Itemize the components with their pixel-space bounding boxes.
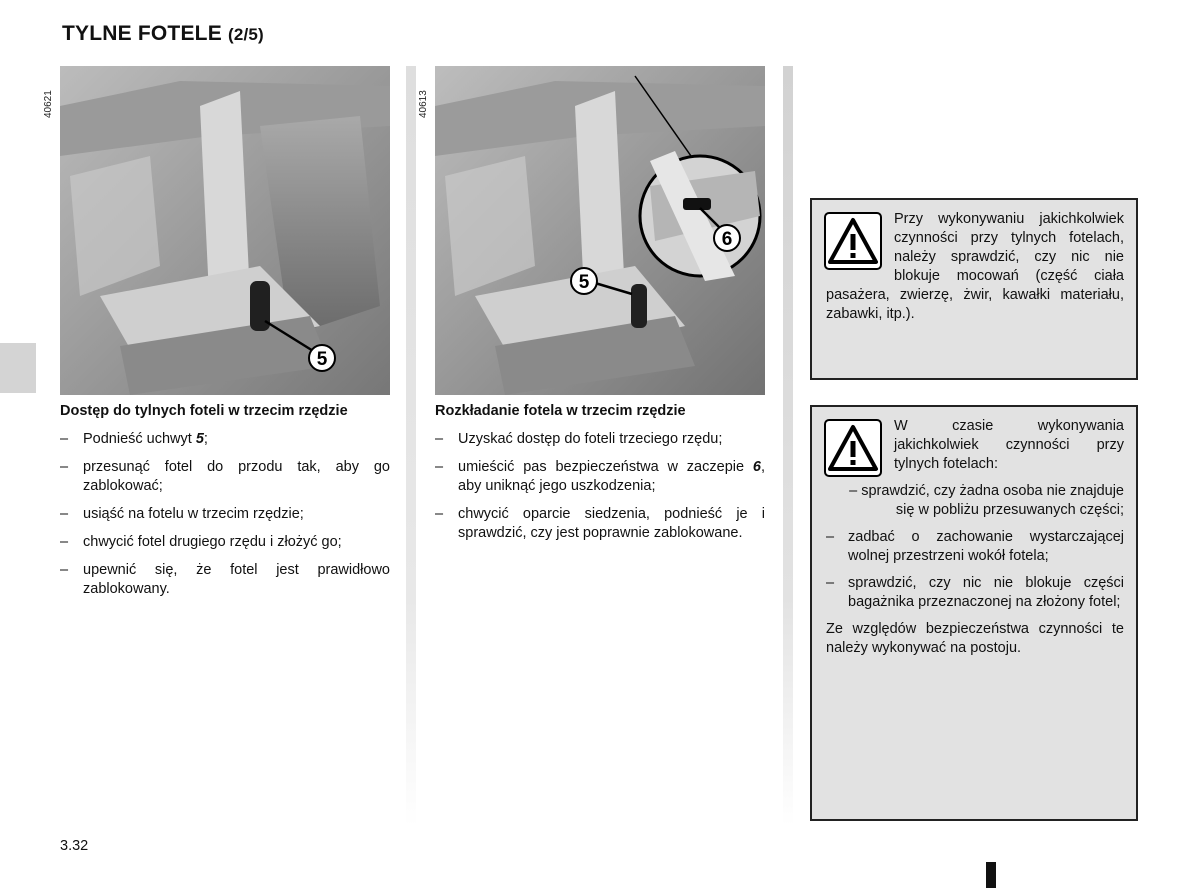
callout-5: 5 [578,272,590,293]
section-heading: Rozkładanie fotela w trzecim rzędzie [435,403,686,419]
column-divider [783,66,793,826]
warning-box [810,405,1138,821]
warning-intro: W czasie wykonywania jakichkolwiek czynności przy tylnych fotelach: [894,418,1124,472]
warning-text: Przy wykonywaniu jakichkolwiek czynności przy tylnych fotelach, należy sprawdzić, czy nic nie blokuje mocowań (część ciała pasażera, zwierzę, żwir, kawałki materiału, zabawki, itp.). [826,211,1124,322]
section-access [60,402,390,608]
title-main: TYLNE FOTELE [62,22,222,45]
title-suffix: (2/5) [227,25,264,44]
list-item: – usiąść na fotelu w trzecim rzędzie; [60,506,304,522]
list-item: – przesunąć fotel do przodu tak, aby go zablokować; [60,459,390,494]
seat-photo-unfold [435,66,765,395]
callout-6: 6 [721,229,733,250]
page-title [62,22,264,46]
step-list [435,430,765,543]
list-item: – zadbać o zachowanie wystarczającej wolnej przestrzeni wokół fotela; [826,529,1124,564]
warning-outro: Ze względów bezpieczeństwa czynności te należy wykonywać na postoju. [826,621,1124,656]
section-heading: Dostęp do tylnych foteli w trzecim rzędzie [60,403,348,419]
list-item: – chwycić fotel drugiego rzędu i złożyć go; [60,534,342,550]
image-code: 40613 [418,90,429,118]
list-item: – Uzyskać dostęp do foteli trzeciego rzędu; [435,431,723,447]
warning-box [810,198,1138,380]
list-item: – chwycić oparcie siedzenia, podnieść je i sprawdzić, czy jest poprawnie zablokowane. [435,506,765,541]
warning-list [826,482,1124,612]
list-item: – sprawdzić, czy nic nie blokuje części bagażnika przeznaczonej na złożony fotel; [826,575,1124,610]
image-code: 40621 [43,90,54,118]
page-number: 3.32 [60,838,89,854]
section-unfold [435,402,765,552]
column-divider [406,66,416,826]
list-item: – upewnić się, że fotel jest prawidłowo zablokowany. [60,562,390,597]
seat-photo-access [60,66,390,395]
edge-marker [986,862,996,888]
list-item: – sprawdzić, czy żadna osoba nie znajduje się w pobliżu przesuwanych części; [849,483,1124,518]
step-list [60,430,390,599]
list-item: – umieścić pas bezpieczeństwa w zaczepie 6, aby uniknąć jego uszkodzenia; [435,459,765,494]
list-item: – Podnieść uchwyt 5; [60,431,208,447]
chapter-tab [0,343,36,393]
callout-5: 5 [316,349,328,370]
